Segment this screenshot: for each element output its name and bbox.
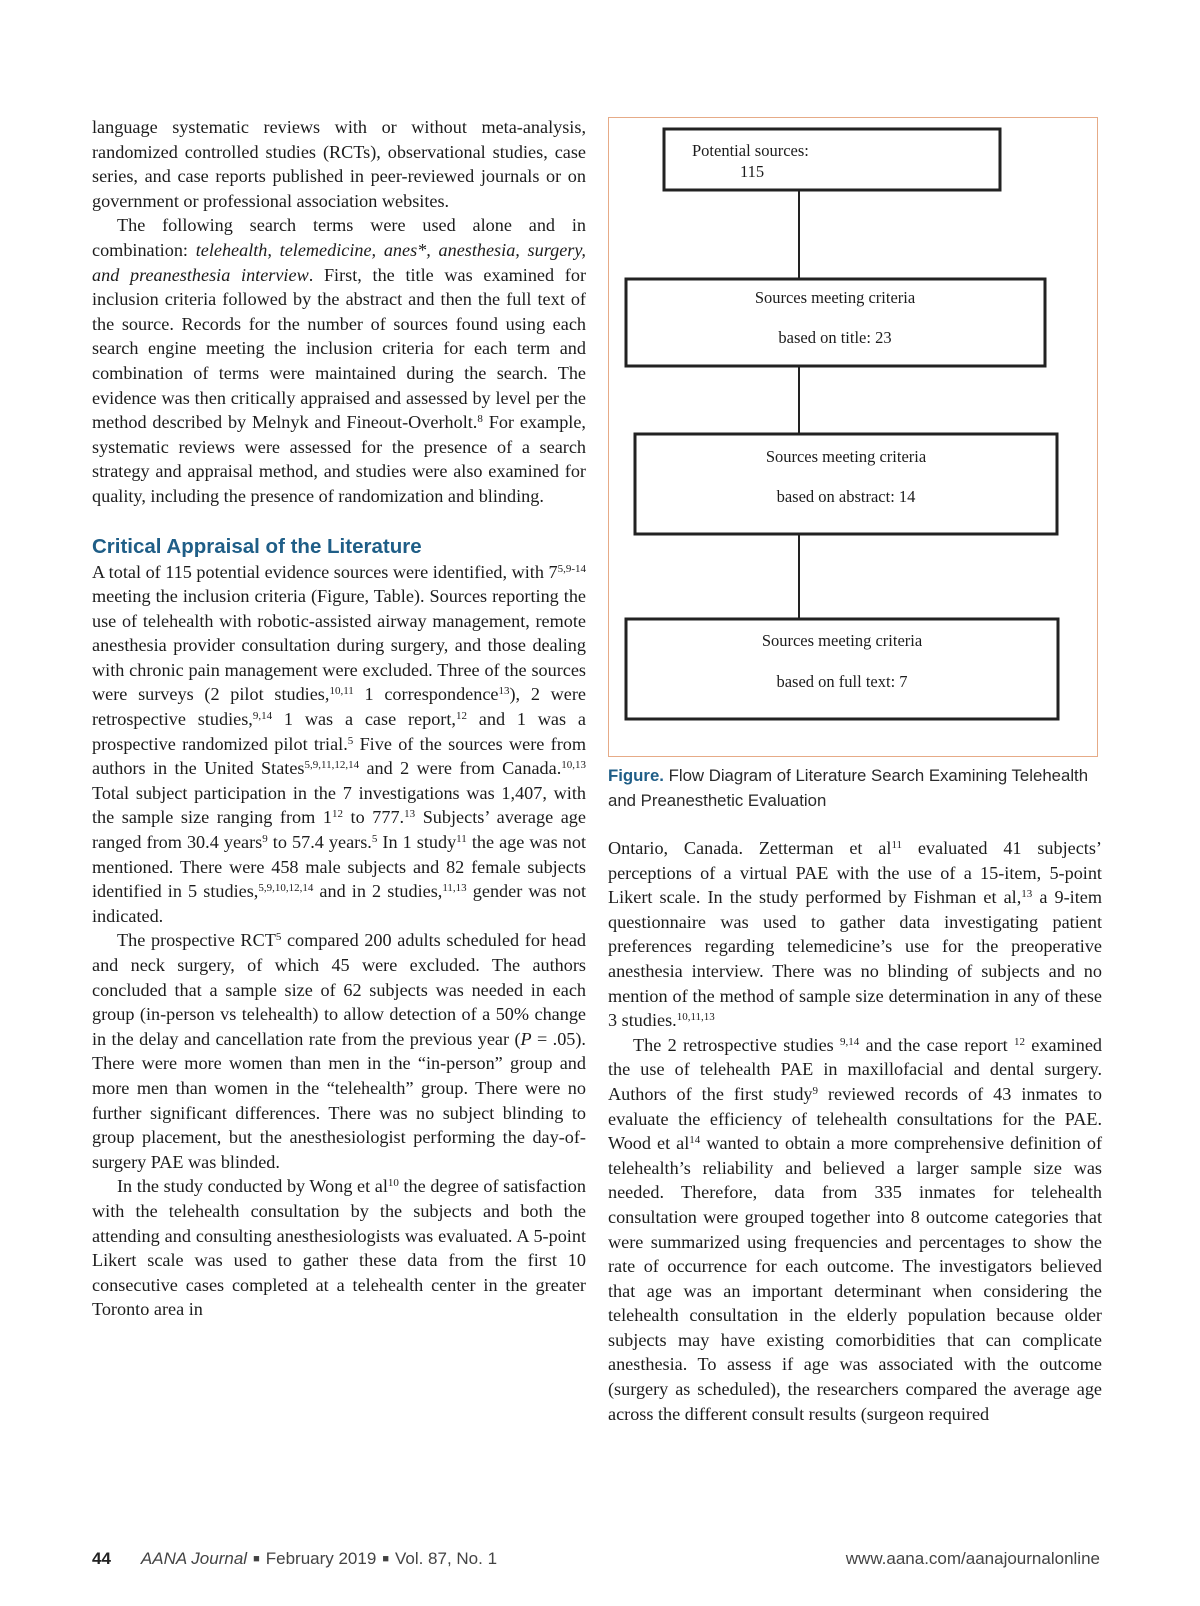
box-text: Sources meeting criteria xyxy=(761,631,923,650)
search-terms: telehealth, telemedicine, anes*, anesthesia, surgery, and preanesthesia interview xyxy=(92,239,586,285)
citation: 9,14 xyxy=(252,710,273,723)
citation: 9 xyxy=(812,1084,819,1097)
citation: 13 xyxy=(404,808,416,821)
page-number: 44 xyxy=(92,1549,111,1568)
separator-icon: ■ xyxy=(253,1553,260,1565)
paragraph: The following search terms were used alone and in combination: telehealth, telemedicine, anes*, anesthesia, surgery, and preanesthesia interview. First, the title was examined for inclusion criteria followed by the abstract and then the full text of the source. Records for the number of sources found using each search engine meeting the inclusion criteria for each term and combination of terms were maintained during the search. The evidence was then critically appraised and assessed by level per the method described by Melnyk and Fineout-Overholt.$^8$ For example, systematic reviews were assessed for the presence of a search strategy and appraisal method, and studies were also examined for quality, including the presence of randomization and blinding. xyxy=(92,215,586,506)
citation: 13 xyxy=(498,685,510,698)
citation: 5,9,11,12,14 xyxy=(304,759,360,772)
citation: 13 xyxy=(1021,888,1033,901)
box-text: based on title: 23 xyxy=(778,328,892,347)
volume-issue: Vol. 87, No. 1 xyxy=(394,1549,498,1568)
section-heading: Critical Appraisal of the Literature xyxy=(92,534,422,558)
citation: 10,11,13 xyxy=(676,1011,715,1024)
citation: 10,13 xyxy=(561,759,586,772)
right-column xyxy=(608,836,1102,1426)
separator-icon: ■ xyxy=(382,1553,389,1565)
paragraph: In the study conducted by Wong et $al^{10}$ the degree of satisfaction with the telehealth consultation by the subjects and both the attending and consulting anesthesiologists was evaluated. A 5-point Likert scale was used to gather these data from the first 10 consecutive cases completed at a telehealth center in the greater Toronto area in xyxy=(92,1176,586,1320)
citation: 5 xyxy=(275,931,282,944)
box-text: based on abstract: 14 xyxy=(776,487,916,506)
issue-date: February 2019 xyxy=(265,1549,377,1568)
citation: 8 xyxy=(477,413,483,426)
paragraph: The 2 retrospective studies $^{9,14}$ and the case report $^{12}$ examined the use of telehealth PAE in maxillofacial and dental surgery. Authors of the first study$^9$ reviewed records of 43 inmates to evaluate the efficiency of telehealth consultations for the PAE. Wood et $al^{14}$ wanted to obtain a more comprehensive definition of telehealth’s reliability and believed a larger sample size was needed. Therefore, data from 335 inmates for telehealth consultation were grouped together into 8 outcome categories that were summarized using frequencies and percentages to show the rate of occurrence for each outcome. The investigators believed that age was an important determinant when considering the telehealth consultation in the elderly population because older subjects may have existing comorbidities that can complicate anesthesia. To assess if age was associated with the outcome (surgery as scheduled), the researchers compared the average age across the different consult results (surgeon required xyxy=(608,1034,1103,1424)
left-column xyxy=(92,115,586,1322)
box-text: Potential sources: xyxy=(692,141,809,160)
citation: 5 xyxy=(347,734,354,747)
citation: 5 xyxy=(371,833,378,846)
citation: 10,11 xyxy=(329,685,354,698)
figure-caption: Figure. Flow Diagram of Literature Search Examining Telehealth and Preanesthetic Evaluation xyxy=(608,766,1089,810)
citation: 11 xyxy=(456,833,467,846)
citation: 14 xyxy=(689,1134,701,1147)
citation: 12 xyxy=(1014,1035,1025,1048)
citation: 11,13 xyxy=(442,882,467,895)
paragraph: language systematic reviews with or without meta-analysis, randomized controlled studies (RCTs), observational studies, case series, and case reports published in peer-reviewed journals or on government or professional association websites. xyxy=(92,117,586,211)
box-text: 115 xyxy=(740,162,765,181)
citation: 9,14 xyxy=(840,1035,860,1048)
paragraph: A total of 115 potential evidence sources were identified, with 7$^{5,9-14}$ meeting the inclusion criteria (Figure, Table). Sources reporting the use of telehealth with robotic-assisted airway management, remote anesthesia provider consultation during surgery, and those dealing with chronic pain management were excluded. Three of the sources were surveys (2 pilot studies,$^{10,11}$ 1 correspondence$^{13}$), 2 were retrospective studies,$^{9,14}$ 1 was a case report,$^{12}$ and 1 was a prospective randomized pilot trial.$^5$ Five of the sources were from authors in the United States$^{5,9,11,12,14}$ and 2 were from Canada.$^{10,13}$ Total subject participation in the 7 investigations was 1,407, with the sample size ranging from $1^{12}$ to 777.13 Subjects’ average age ranged from 30.4 years$^9$ to 57.4 years.$^5$ In 1 study$^{11}$ the age was not mentioned. There were 458 male subjects and 82 female subjects identified in 5 studies,$^{5,9,10,12,14}$ and in 2 studies,$^{11,13}$ gender was not indicated. xyxy=(92,561,586,926)
citation: 5,9-14 xyxy=(557,562,586,575)
citation: 5,9,10,12,14 xyxy=(258,882,314,895)
citation: 12 xyxy=(331,808,343,821)
journal-name: AANA Journal xyxy=(140,1549,248,1568)
citation: 12 xyxy=(455,710,467,723)
paragraph: Ontario, Canada. Zetterman et $al^{11}$ evaluated 41 subjects’ perceptions of a virtual PAE with the use of a 15-item, 5-point Likert scale. In the study performed by Fishman et al,$^{13}$ a 9-item questionnaire was used to gather data investigating patient preferences regarding telemedicine’s use for the preoperative anesthesia interview. There was no blinding of subjects and no mention of the method of sample size determination in any of these 3 studies.$^{10,11,13}$ xyxy=(608,838,1102,1031)
box-text: Sources meeting criteria xyxy=(765,447,927,466)
flow-diagram xyxy=(609,118,1097,755)
box-text: Sources meeting criteria xyxy=(754,288,916,307)
figure-label: Figure. xyxy=(608,766,664,785)
journal-url[interactable]: www.aana.com/aanajournalonline xyxy=(845,1549,1100,1568)
flow-diagram-figure xyxy=(608,117,1098,757)
page-footer xyxy=(92,1549,1100,1573)
citation: 10 xyxy=(387,1177,399,1190)
citation: 9 xyxy=(262,833,268,846)
paragraph: The prospective RCT$^5$ compared 200 adults scheduled for head and neck surgery, of which 45 were excluded. The authors concluded that a sample size of 62 subjects was needed in each group (in-person vs telehealth) to allow detection of a 50% change in the delay and cancellation rate from the previous year (P = .05). There were more women than men in the “in-person” group and more men than women in the “telehealth” group. There were no further significant differences. There was no subject blinding to group placement, but the anesthesiologist performing the day-of-surgery PAE was blinded. xyxy=(92,930,586,1172)
box-text: based on full text: 7 xyxy=(776,672,908,691)
citation: 11 xyxy=(891,839,903,851)
